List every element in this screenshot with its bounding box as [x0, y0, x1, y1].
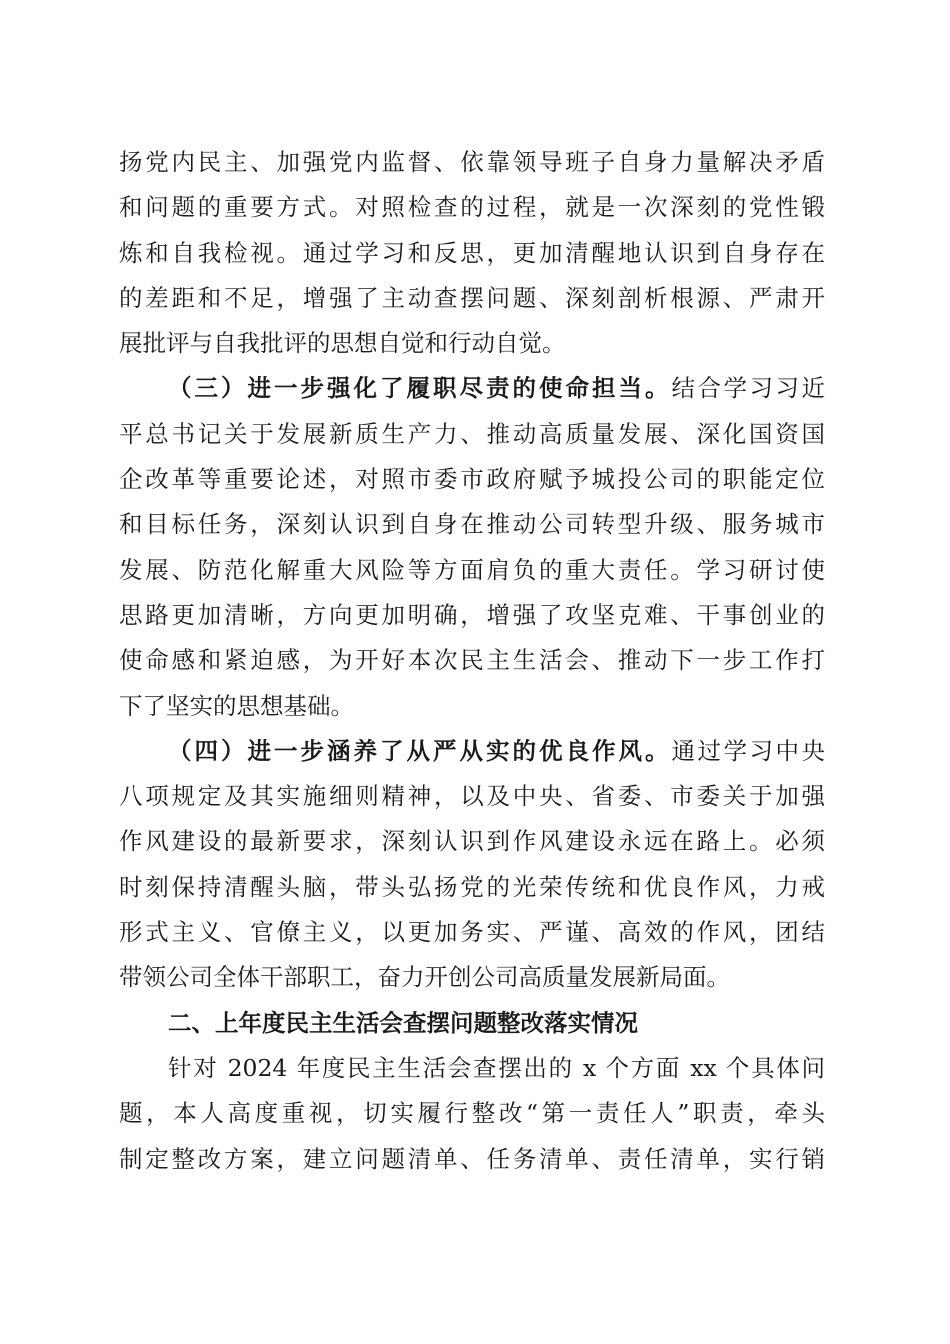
text-line: 扬党内民主、加强党内监督、依靠领导班子自身力量解决矛盾 — [119, 148, 825, 176]
paragraph-first-line — [119, 729, 825, 774]
text-line: 和目标任务，深刻认识到自身在推动公司转型升级、服务城市 — [119, 510, 825, 539]
text-line: 形式主义、官僚主义，以更加务实、严谨、高效的作风，团结 — [119, 918, 825, 947]
paragraph-1 — [119, 140, 825, 366]
text-line: 八项规定及其实施细则精神，以及中央、省委、市委关于加强 — [119, 782, 825, 811]
paragraph-lead-heading: （四）进一步涵养了从严从实的优良作风。 — [168, 736, 672, 765]
text-line: 作风建设的最新要求，深刻认识到作风建设永远在路上。必须 — [119, 827, 825, 856]
text-line: 炼和自我检视。通过学习和反思，更加清醒地认识到自身存在 — [119, 238, 825, 267]
text-line: 的差距和不足，增强了主动查摆问题、深刻剖析根源、严肃开 — [119, 283, 825, 312]
paragraph-2 — [119, 366, 825, 728]
paragraph-3 — [119, 729, 825, 1001]
text-run: 结合学习习近 — [671, 374, 825, 403]
text-line: 发展、防范化解重大风险等方面肩负的重大责任。学习研讨使 — [119, 555, 825, 584]
text-line: 下了坚实的思想基础。 — [119, 691, 354, 720]
paragraph-lead-heading: （三）进一步强化了履职尽责的使命担当。 — [168, 374, 672, 403]
text-line: 平总书记关于发展新质生产力、推动高质量发展、深化国资国 — [119, 419, 825, 448]
text-line: 时刻保持清醒头脑，带头弘扬党的光荣传统和优良作风，力戒 — [119, 872, 825, 901]
section-heading: 二、上年度民主生活会查摆问题整改落实情况 — [168, 1008, 638, 1037]
text-line: 思路更加清晰，方向更加明确，增强了攻坚克难、干事创业的 — [119, 600, 825, 629]
paragraph-first-line — [119, 366, 825, 411]
text-line: 制定整改方案，建立问题清单、任务清单、责任清单，实行销 — [119, 1144, 825, 1173]
paragraph-4 — [119, 1046, 825, 1182]
text-line: 题，本人高度重视，切实履行整改“第一责任人”职责，牵头 — [119, 1099, 825, 1128]
text-line: 和问题的重要方式。对照检查的过程，就是一次深刻的党性锻 — [119, 193, 825, 222]
text-line: 带领公司全体干部职工，奋力开创公司高质量发展新局面。 — [119, 963, 730, 992]
text-line: 企改革等重要论述，对照市委市政府赋予城投公司的职能定位 — [119, 465, 825, 494]
paragraph-first-line: 针对 2024 年度民主生活会查摆出的 x 个方面 xx 个具体问 — [168, 1053, 825, 1082]
document-body — [119, 140, 825, 1182]
text-line: 使命感和紧迫感，为开好本次民主生活会、推动下一步工作打 — [119, 646, 825, 675]
text-line: 展批评与自我批评的思想自觉和行动自觉。 — [119, 329, 566, 358]
text-run: 通过学习中央 — [671, 736, 825, 765]
